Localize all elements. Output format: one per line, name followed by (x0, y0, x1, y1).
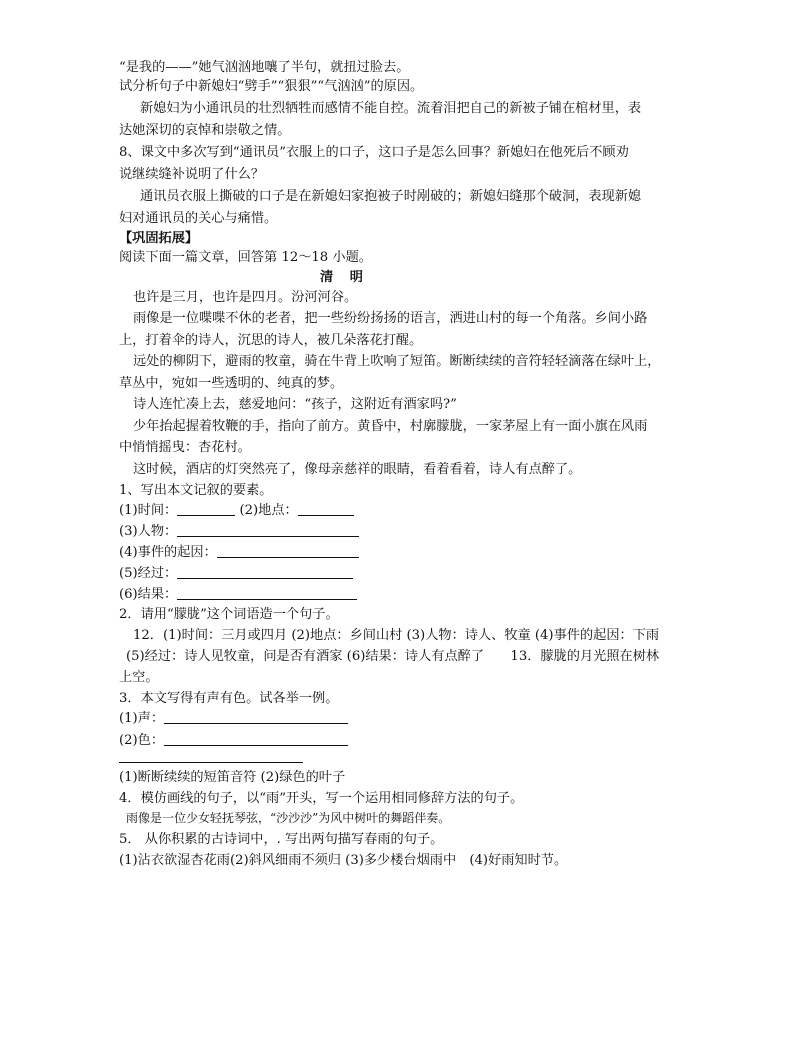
answer-line: (5)经过：诗人见牧童，问是否有酒家 (6)结果：诗人有点醉了 13．朦胧的月光照在树林 (126, 649, 660, 664)
label-people: (3)人物： (119, 524, 178, 539)
article-paragraph: 诗人连忙凑上去，慈爱地问：“孩子，这附近有酒家吗?” (133, 397, 457, 412)
question-1-items (119, 501, 679, 520)
question-3: 3．本文写得有声有色。试各举一例。 (119, 691, 339, 706)
label-time: (1)时间： (119, 503, 178, 518)
answer-line: 妇对通讯员的关心与痛惜。 (119, 211, 278, 226)
article-paragraph: 少年抬起握着牧鞭的手，指向了前方。黄昏中，村廓朦胧，一家茅屋上有一面小旗在风雨 (133, 419, 648, 434)
instruction: 阅读下面一篇文章，回答第 12～18 小题。 (119, 250, 372, 265)
blank-people (177, 523, 359, 537)
answer-line: 雨像是一位少女轻抚琴弦，“沙沙沙”为风中树叶的舞蹈伴奏。 (126, 811, 451, 825)
label-place: (2)地点： (239, 503, 298, 518)
label-cause: (4)事件的起因： (119, 545, 217, 560)
answer-line: 12．(1)时间：三月或四月 (2)地点：乡间山村 (3)人物：诗人、牧童 (4)事件的起因：下雨 (133, 628, 660, 643)
article-paragraph: 上，打着伞的诗人，沉思的诗人，被几朵落花打醒。 (119, 333, 423, 348)
answer-line: 上空。 (119, 670, 159, 685)
question-3-item (119, 709, 679, 728)
blank-cause (217, 544, 359, 558)
blank-place (298, 502, 354, 516)
article-paragraph: 远处的柳阴下，避雨的牧童，骑在牛背上吹响了短笛。断断续续的音符轻轻滴落在绿叶上， (133, 354, 661, 369)
answer-line: (1)断断续续的短笛音符 (2)绿色的叶子 (119, 770, 346, 785)
question-1: 1、写出本文记叙的要素。 (119, 483, 273, 498)
question-5: 5． 从你积累的古诗词中，. 写出两句描写春雨的句子。 (119, 832, 444, 847)
article-paragraph: 雨像是一位喋喋不休的老者，把一些纷纷扬扬的语言，洒进山村的每一个角落。乡间小路 (133, 311, 648, 326)
section-heading: 【巩固拓展】 (119, 231, 199, 246)
answer-line: (1)沾衣欲湿杏花雨(2)斜风细雨不须归 (3)多少楼台烟雨中 (4)好雨知时节。 (119, 853, 568, 868)
answer-line: 新媳妇为小通讯员的壮烈牺牲而感情不能自控。流着泪把自己的新被子铺在棺材里，表 (140, 101, 642, 116)
label-color: (2)色： (119, 733, 165, 748)
label-result: (6)结果： (119, 587, 178, 602)
text-line: 试分析句子中新媳妇“劈手”“狠狠”“气汹汹”的原因。 (119, 79, 424, 94)
article-paragraph: 草丛中，宛如一些透明的、纯真的梦。 (119, 376, 344, 391)
answer-line: 达她深切的哀悼和崇敬之情。 (119, 123, 291, 138)
question-2: 2．请用“朦胧”这个词语造一个句子。 (119, 607, 339, 622)
question-1-item (119, 564, 679, 583)
question-3-item (119, 731, 679, 750)
question-8: 8、课文中多次写到“通讯员”衣服上的口子，这口子是怎么回事？新媳妇在他死后不顾劝 (119, 145, 629, 160)
blank-color (164, 732, 348, 746)
question-1-item (119, 522, 679, 541)
article-paragraph: 中悄悄摇曳：杏花村。 (119, 440, 251, 455)
label-process: (5)经过： (119, 566, 178, 581)
question-4: 4．模仿画线的句子，以“雨”开头，写一个运用相同修辞方法的句子。 (119, 791, 524, 806)
article-paragraph: 这时候，酒店的灯突然亮了，像母亲慈祥的眼睛，看着看着，诗人有点醉了。 (133, 462, 582, 477)
blank-process (177, 565, 353, 579)
blank-sound (164, 710, 348, 724)
question-1-item (119, 585, 679, 604)
answer-line: 通讯员衣服上撕破的口子是在新媳妇家抱被子时剐破的；新媳妇缝那个破洞，表现新媳 (140, 189, 642, 204)
question-8-cont: 说继续缝补说明了什么？ (119, 167, 265, 182)
blank-time (177, 502, 235, 516)
question-1-item (119, 543, 679, 562)
text-line: “是我的——”她气汹汹地嚷了半句，就扭过脸去。 (119, 60, 410, 75)
label-sound: (1)声： (119, 711, 165, 726)
article-title: 清 明 (320, 270, 369, 285)
article-paragraph: 也许是三月，也许是四月。汾河河谷。 (133, 290, 358, 305)
blank-result (177, 586, 357, 600)
divider-line (119, 762, 303, 763)
